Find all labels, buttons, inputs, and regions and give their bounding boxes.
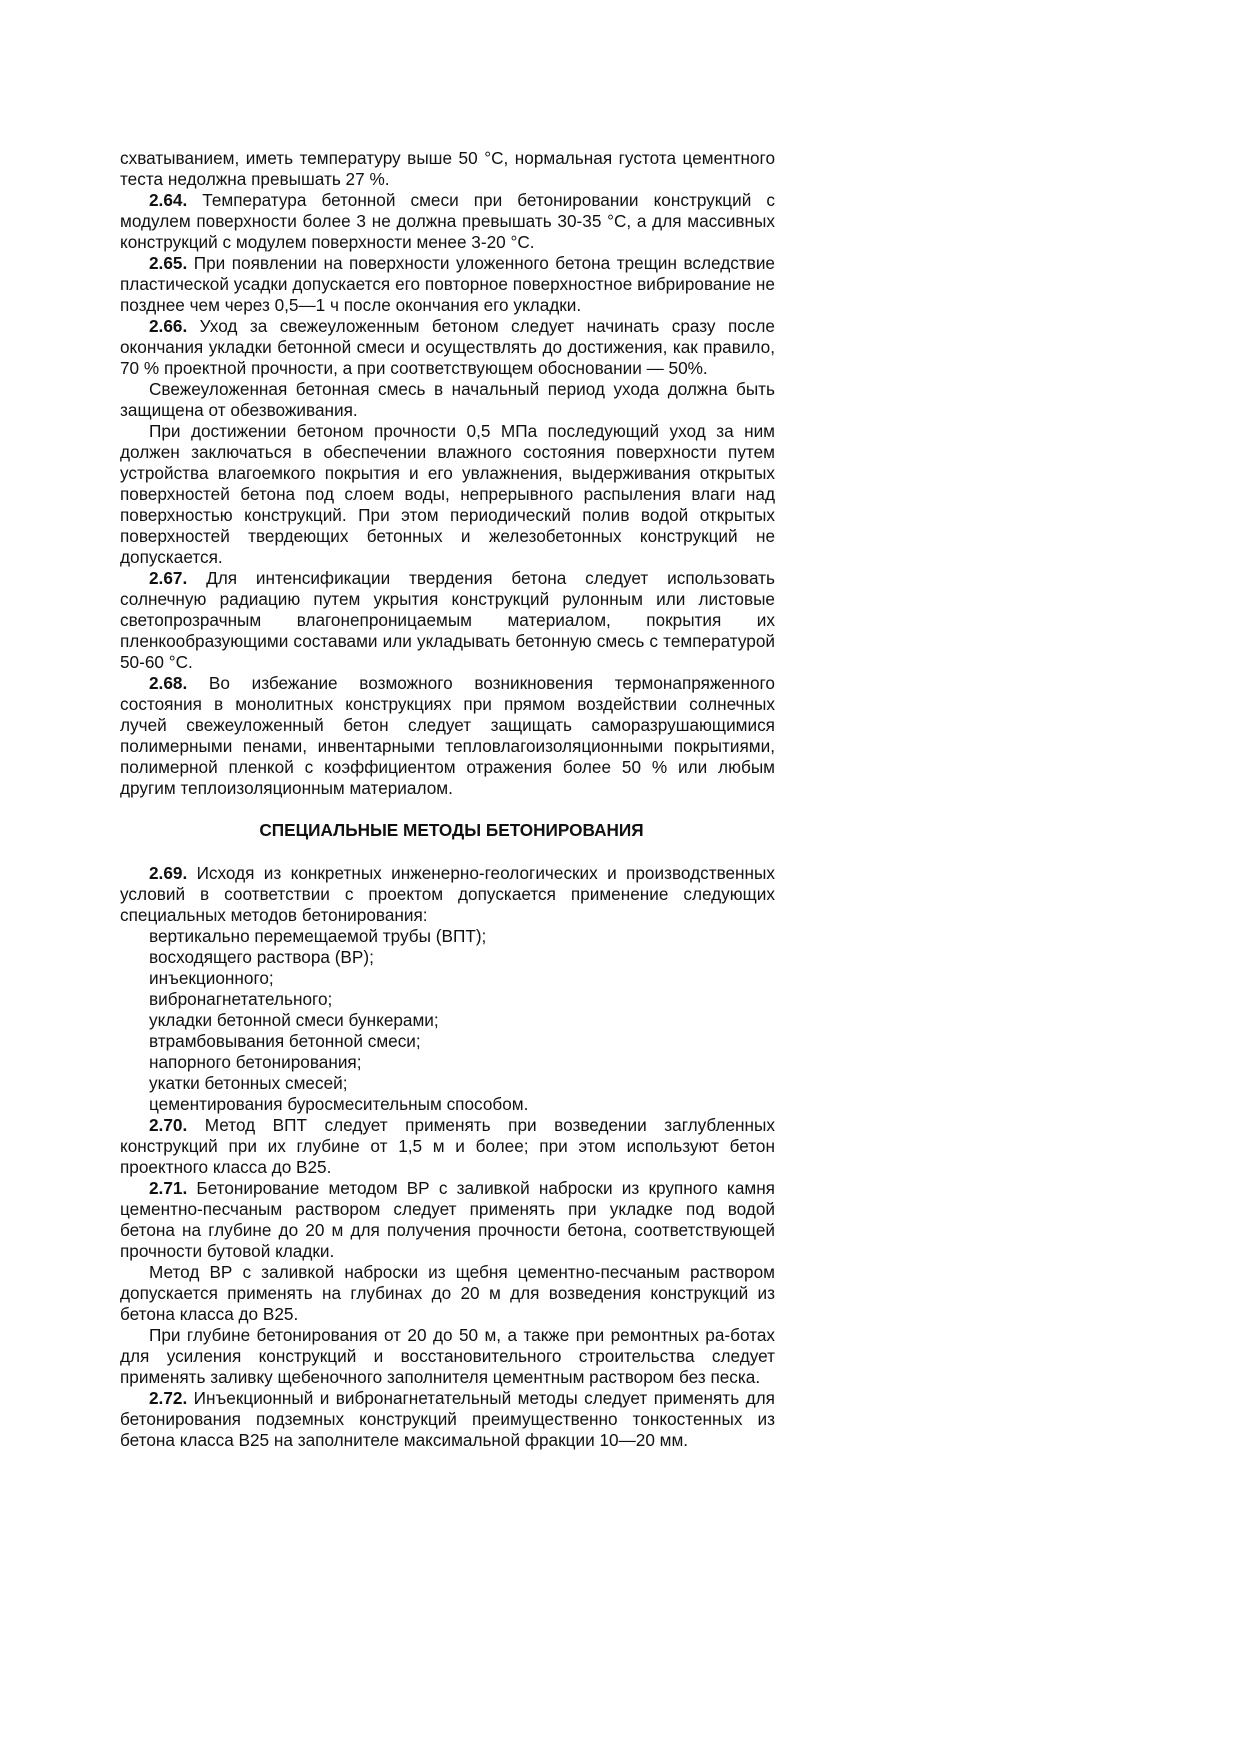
- paragraph-continuation: [120, 148, 775, 190]
- list-item: укатки бетонных смесей;: [149, 1073, 348, 1093]
- paragraph-text: Исходя из конкретных инженерно-геологических и производственных условий в соответствии с проектом допускается применение следующих специальных методов бетонирования:: [120, 863, 775, 925]
- list-item: вибронагнетательного;: [149, 989, 333, 1009]
- section-heading: СПЕЦИАЛЬНЫЕ МЕТОДЫ БЕТОНИРОВАНИЯ: [259, 820, 644, 840]
- clause-number: 2.65.: [149, 253, 188, 273]
- paragraph-text: Метод ВПТ следует применять при возведении заглубленных конструкций при их глубине от 1,5 м и более; при этом используют бетон проектного класса до В25.: [120, 1115, 775, 1177]
- clause-number: 2.69.: [149, 863, 188, 883]
- paragraph-2-68: [120, 673, 775, 799]
- list-item: напорного бетонирования;: [149, 1052, 362, 1072]
- paragraph-2-71-gravel: [120, 1262, 775, 1325]
- clause-number: 2.66.: [149, 316, 188, 336]
- paragraph-text: При достижении бетоном прочности 0,5 МПа последующий уход за ним должен заключаться в обеспечении влажного состояния поверхности путем устройства влагоемкого покрытия и его увлажнения, выдерживания открытых поверхностей бетона под слоем воды, непрерывного распыления влаги над поверхностью конструкций. При этом периодический полив водой открытых поверхностей твердеющих бетонных и железобетонных конструкций не допускается.: [120, 421, 775, 567]
- paragraph-text: При появлении на поверхности уложенного бетона трещин вследствие пластической усадки допускается его повторное поверхностное вибрирование не позднее чем через 0,5—1 ч после окончания его укладки.: [120, 253, 775, 315]
- paragraph-2-67: [120, 568, 775, 673]
- paragraph-2-72: [120, 1388, 775, 1451]
- list-item: укладки бетонной смеси бункерами;: [149, 1010, 439, 1030]
- clause-number: 2.68.: [149, 673, 188, 693]
- clause-number: 2.70.: [149, 1115, 188, 1135]
- paragraph-text: Во избежание возможного возникновения термонапряженного состояния в монолитных конструкциях при прямом воздействии солнечных лучей свежеуложенный бетон следует защищать саморазрушающимися полимерными пенами, инвентарными тепловлагоизоляционными покрытиями, полимерной пленкой с коэффициентом отражения более 50 % или любым другим теплоизоляционным материалом.: [120, 673, 775, 798]
- paragraph-text: При глубине бетонирования от 20 до 50 м, а также при ремонтных ра-ботах для усиления конструкций и восстановительного строительства следует применять заливку щебеночного заполнителя цементным раствором без песка.: [120, 1325, 775, 1387]
- document-page: [120, 148, 775, 1451]
- paragraph-text: Уход за свежеуложенным бетоном следует начинать сразу после окончания укладки бетонной смеси и осуществлять до достижения, как правило, 70 % проектной прочности, а при соответствующем обосновании — 50%.: [120, 316, 775, 378]
- list-item: цементирования буросмесительным способом.: [149, 1094, 529, 1114]
- list-item: вертикально перемещаемой трубы (ВПТ);: [149, 926, 487, 946]
- clause-number: 2.72.: [149, 1388, 188, 1408]
- paragraph-text: Для интенсификации твердения бетона следует использовать солнечную радиацию путем укрытия конструкций рулонным или листовые светопрозрачным влагонепроницаемым материалом, покрытия их пленкообразующими составами или укладывать бетонную смесь с температурой 50-60 °С.: [120, 568, 775, 672]
- paragraph-2-71-depth: [120, 1325, 775, 1388]
- clause-number: 2.71.: [149, 1178, 188, 1198]
- paragraph-2-64: [120, 190, 775, 253]
- clause-number: 2.67.: [149, 568, 188, 588]
- paragraph-text: схватыванием, иметь температуру выше 50 °С, нормальная густота цементного теста недолжна превышать 27 %.: [120, 148, 775, 189]
- paragraph-2-66: [120, 316, 775, 379]
- clause-number: 2.64.: [149, 190, 188, 210]
- paragraph-text: Инъекционный и вибронагнетательный методы следует применять для бетонирования подземных конструкций преимущественно тонкостенных из бетона класса В25 на заполнителе максимальной фракции 10—20 мм.: [120, 1388, 775, 1450]
- list-item: восходящего раствора (ВР);: [149, 947, 374, 967]
- paragraph-text: Температура бетонной смеси при бетонировании конструкций с модулем поверхности более 3 не должна превышать 30-35 °С, а для массивных конструкций с модулем поверхности менее 3-20 °С.: [120, 190, 775, 252]
- paragraph-2-66-care: [120, 421, 775, 568]
- paragraph-2-70: [120, 1115, 775, 1178]
- paragraph-2-69: [120, 863, 775, 926]
- paragraph-text: Метод ВР с заливкой наброски из щебня цементно-песчаным раствором допускается применять на глубинах до 20 м для возведения конструкций из бетона класса до В25.: [120, 1262, 775, 1324]
- paragraph-2-66-protection: [120, 379, 775, 421]
- paragraph-2-71: [120, 1178, 775, 1262]
- paragraph-text: Бетонирование методом ВР с заливкой наброски из крупного камня цементно-песчаным раствором следует применять при укладке под водой бетона на глубине до 20 м для получения прочности бетона, соответствующей прочности бутовой кладки.: [120, 1178, 775, 1261]
- methods-list: [120, 926, 775, 1115]
- paragraph-text: Свежеуложенная бетонная смесь в начальный период ухода должна быть защищена от обезвоживания.: [120, 379, 775, 420]
- list-item: втрамбовывания бетонной смеси;: [149, 1031, 421, 1051]
- paragraph-2-65: [120, 253, 775, 316]
- list-item: инъекционного;: [149, 968, 274, 988]
